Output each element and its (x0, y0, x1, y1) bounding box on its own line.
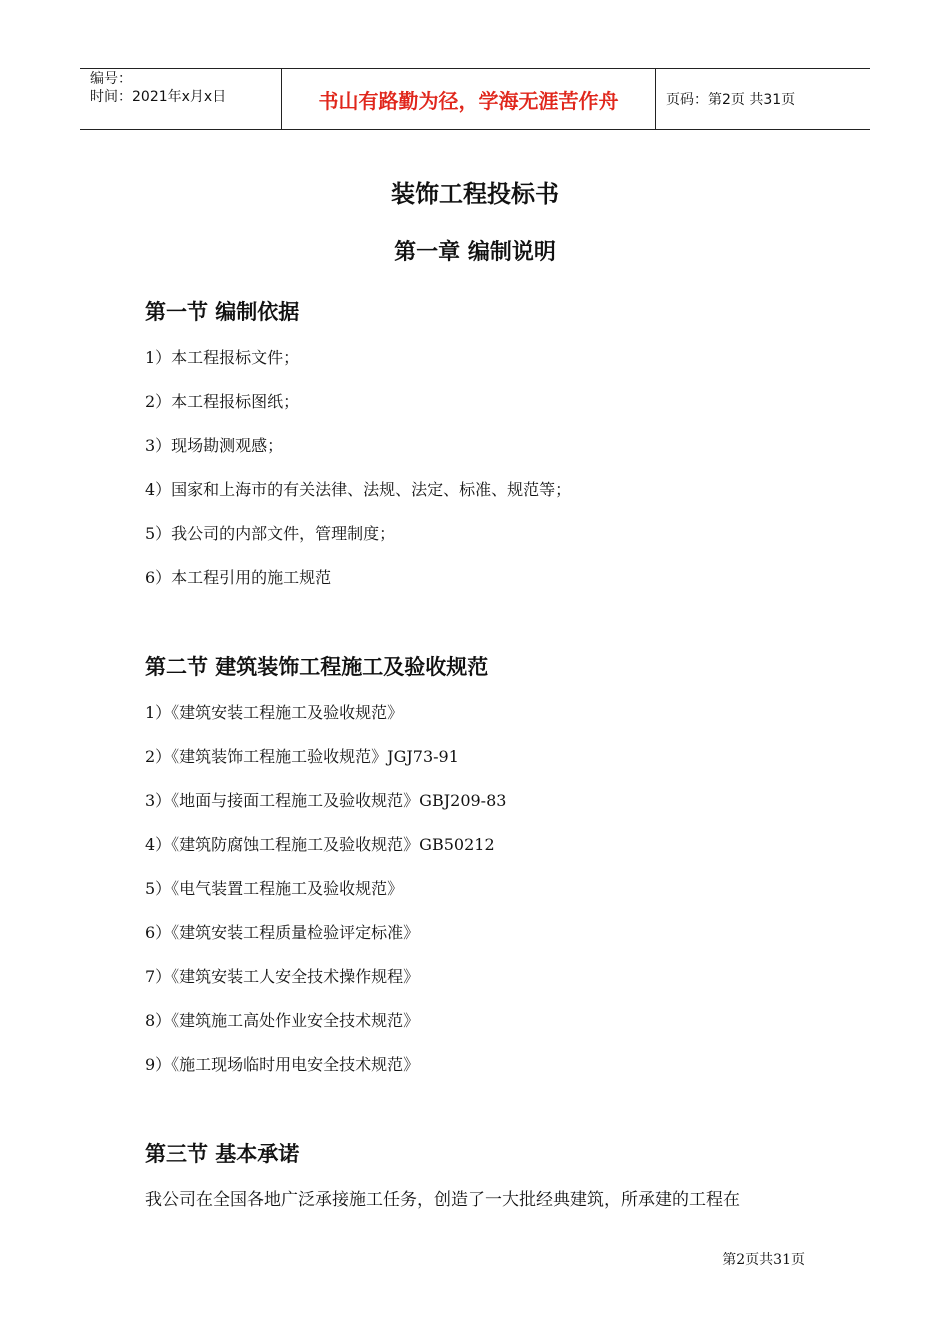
list-item: 5）我公司的内部文件，管理制度； (145, 524, 396, 543)
header-number-label: 编号： (90, 71, 132, 87)
page-footer: 第2页共31页 (722, 1252, 805, 1268)
header-motto: 书山有路勤为径，学海无涯苦作舟 (282, 69, 656, 129)
body-paragraph: 我公司在全国各地广泛承接施工任务，创造了一大批经典建筑，所承建的工程在 (145, 1190, 740, 1210)
chapter-heading: 第一章 编制说明 (394, 240, 556, 265)
section-heading-2: 第二节 建筑装饰工程施工及验收规范 (145, 655, 489, 679)
list-item: 8）《建筑施工高处作业安全技术规范》 (145, 1011, 420, 1030)
list-item: 6）《建筑安装工程质量检验评定标准》 (145, 923, 420, 942)
section-heading-3: 第三节 基本承诺 (145, 1142, 300, 1166)
list-item: 2）本工程报标图纸； (145, 392, 300, 411)
list-item: 3）《地面与接面工程施工及验收规范》GBJ209-83 (145, 791, 507, 810)
list-item: 1）《建筑安装工程施工及验收规范》 (145, 703, 404, 722)
section-heading-1: 第一节 编制依据 (145, 300, 300, 324)
document-title: 装饰工程投标书 (391, 180, 559, 208)
list-item: 3）现场勘测观感； (145, 436, 284, 455)
list-item: 9）《施工现场临时用电安全技术规范》 (145, 1055, 420, 1074)
header-time-label: 时间：2021年x月x日 (90, 89, 227, 105)
list-item: 4）国家和上海市的有关法律、法规、法定、标准、规范等； (145, 480, 572, 499)
header-page-info: 页码：第2页 共31页 (666, 92, 796, 108)
list-item: 4）《建筑防腐蚀工程施工及验收规范》GB50212 (145, 835, 495, 854)
header-meta (80, 69, 282, 129)
list-item: 7）《建筑安装工人安全技术操作规程》 (145, 967, 420, 986)
page-header (80, 68, 870, 130)
list-item: 6）本工程引用的施工规范 (145, 568, 332, 587)
list-item: 5）《电气装置工程施工及验收规范》 (145, 879, 404, 898)
list-item: 2）《建筑装饰工程施工验收规范》JGJ73-91 (145, 747, 459, 766)
list-item: 1）本工程报标文件； (145, 348, 300, 367)
